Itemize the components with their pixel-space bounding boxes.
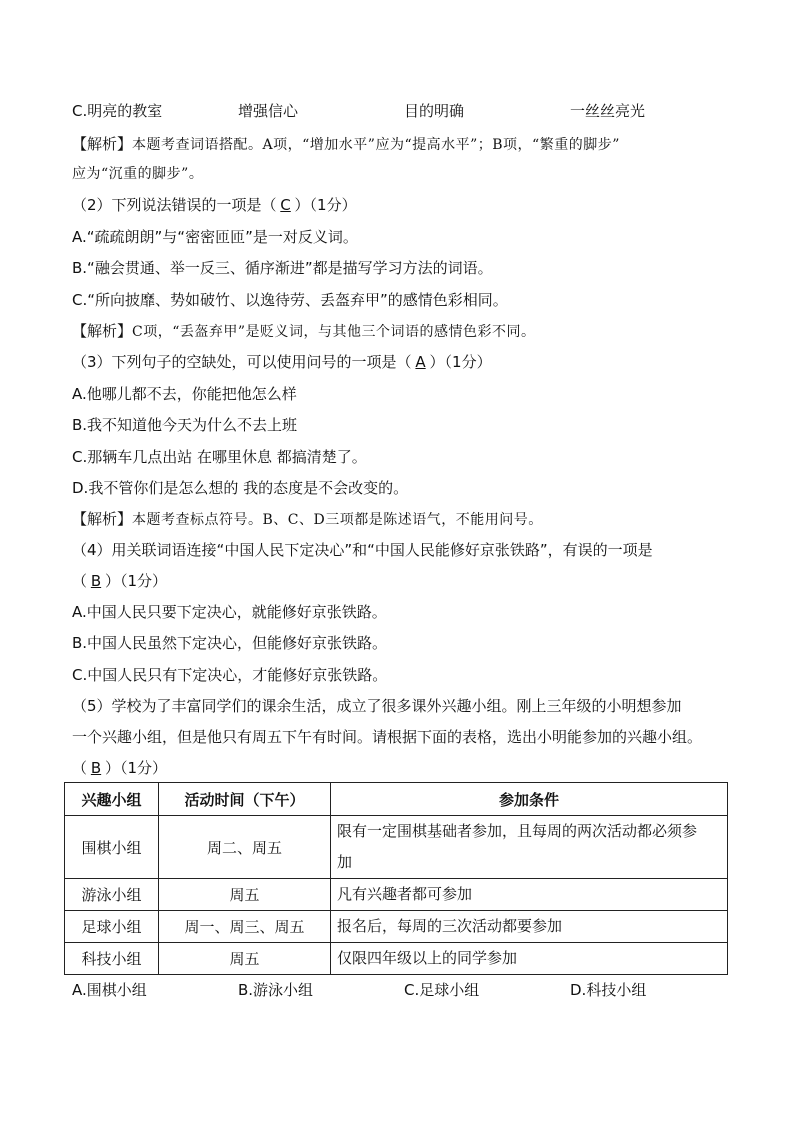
q5-option-d: D.科技小组 — [570, 981, 647, 999]
q3-option-b: B.我不知道他今天为什么不去上班 — [72, 416, 298, 434]
q3-option-c: C.那辆车几点出站 在哪里休息 都搞清楚了。 — [72, 448, 367, 466]
analysis-text: C项，“丢盔弃甲”是贬义词，与其他三个词语的感情色彩不同。 — [132, 324, 536, 340]
q5-stem-1: （5）学校为了丰富同学们的课余生活，成立了很多课外兴趣小组。刚上三年级的小明想参加 — [72, 697, 682, 715]
analysis-tag: 【解析】 — [72, 322, 133, 340]
option-label: C.明亮的教室 — [72, 102, 163, 120]
cell-line: 限有一定围棋基础者参加，且每周的两次活动都必须参 — [337, 822, 698, 840]
score-note: ）（1分） — [294, 196, 357, 214]
table-cell: 凡有兴趣者都可参加 — [331, 879, 728, 911]
table-cell: 周五 — [159, 943, 331, 975]
question-text: （3）下列句子的空缺处，可以使用问号的一项是（ — [72, 353, 412, 371]
table-row — [65, 879, 728, 911]
q2-option-c: C.“所向披靡、势如破竹、以逸待劳、丢盔弃甲”的感情色彩相同。 — [72, 291, 508, 309]
table-cell: 围棋小组 — [65, 816, 159, 879]
q4-option-a: A.中国人民只要下定决心，就能修好京张铁路。 — [72, 603, 387, 621]
bracket-open: （ — [72, 572, 88, 590]
answer-mark: B — [90, 759, 102, 777]
table-cell: 游泳小组 — [65, 879, 159, 911]
score-note: ）（1分） — [429, 353, 492, 371]
analysis-text: 本题考查词语搭配。A项，“增加水平”应为“提高水平”；B项，“繁重的脚步” — [132, 137, 620, 153]
analysis-2 — [72, 320, 536, 343]
table-cell: 科技小组 — [65, 943, 159, 975]
score-note: ）（1分） — [105, 572, 168, 590]
q3-option-d: D.我不管你们是怎么想的 我的态度是不会改变的。 — [72, 479, 409, 497]
cell-line: 加 — [337, 853, 353, 871]
option-item: 目的明确 — [404, 102, 465, 120]
analysis-1-cont — [72, 163, 203, 185]
table-cell: 报名后，每周的三次活动都要参加 — [331, 911, 728, 943]
table-row — [65, 943, 728, 975]
q5-option-c: C.足球小组 — [404, 981, 480, 999]
table-row — [65, 816, 728, 879]
q3-option-a: A.他哪儿都不去，你能把他怎么样 — [72, 385, 297, 403]
interest-group-table — [64, 782, 728, 975]
table-row — [65, 911, 728, 943]
q5-stem-2: 一个兴趣小组，但是他只有周五下午有时间。请根据下面的表格，选出小明能参加的兴趣小组。 — [72, 728, 703, 746]
analysis-text: 应为“沉重的脚步”。 — [72, 166, 204, 182]
q4-option-b: B.中国人民虽然下定决心，但能修好京张铁路。 — [72, 634, 388, 652]
answer-mark: A — [415, 353, 426, 371]
q3-stem — [72, 351, 492, 373]
option-item: 增强信心 — [238, 102, 299, 120]
q1-option-c — [72, 100, 646, 122]
analysis-3 — [72, 508, 543, 531]
q4-answer-line — [72, 570, 167, 592]
option-item: 一丝丝亮光 — [570, 102, 646, 120]
analysis-tag: 【解析】 — [72, 510, 133, 528]
q4-stem: （4）用关联词语连接“中国人民下定决心”和“中国人民能修好京张铁路”，有误的一项是 — [72, 541, 653, 559]
table-cell: 周二、周五 — [159, 816, 331, 879]
q2-stem — [72, 194, 357, 216]
answer-mark: B — [90, 572, 102, 590]
question-text: （2）下列说法错误的一项是（ — [72, 196, 277, 214]
table-cell: 周一、周三、周五 — [159, 911, 331, 943]
q5-option-a: A.围棋小组 — [72, 981, 147, 999]
answer-mark: C — [280, 196, 291, 214]
table-header-cell: 活动时间（下午） — [159, 783, 331, 816]
q5-option-b: B.游泳小组 — [238, 981, 314, 999]
table-cell: 周五 — [159, 879, 331, 911]
q5-answer-line — [72, 757, 167, 779]
analysis-tag: 【解析】 — [72, 135, 133, 153]
table-cell — [331, 816, 728, 879]
analysis-text: 本题考查标点符号。B、C、D三项都是陈述语气，不能用问号。 — [132, 512, 543, 528]
table-header-cell: 兴趣小组 — [65, 783, 159, 816]
table-cell: 仅限四年级以上的同学参加 — [331, 943, 728, 975]
q4-option-c: C.中国人民只有下定决心，才能修好京张铁路。 — [72, 666, 388, 684]
q2-option-b: B.“融会贯通、举一反三、循序渐进”都是描写学习方法的词语。 — [72, 259, 493, 277]
table-cell: 足球小组 — [65, 911, 159, 943]
table-header-row — [65, 783, 728, 816]
analysis-1 — [72, 133, 620, 156]
q2-option-a: A.“疏疏朗朗”与“密密匝匝”是一对反义词。 — [72, 228, 358, 246]
table-header-cell: 参加条件 — [331, 783, 728, 816]
bracket-open: （ — [72, 759, 88, 777]
score-note: ）（1分） — [105, 759, 168, 777]
